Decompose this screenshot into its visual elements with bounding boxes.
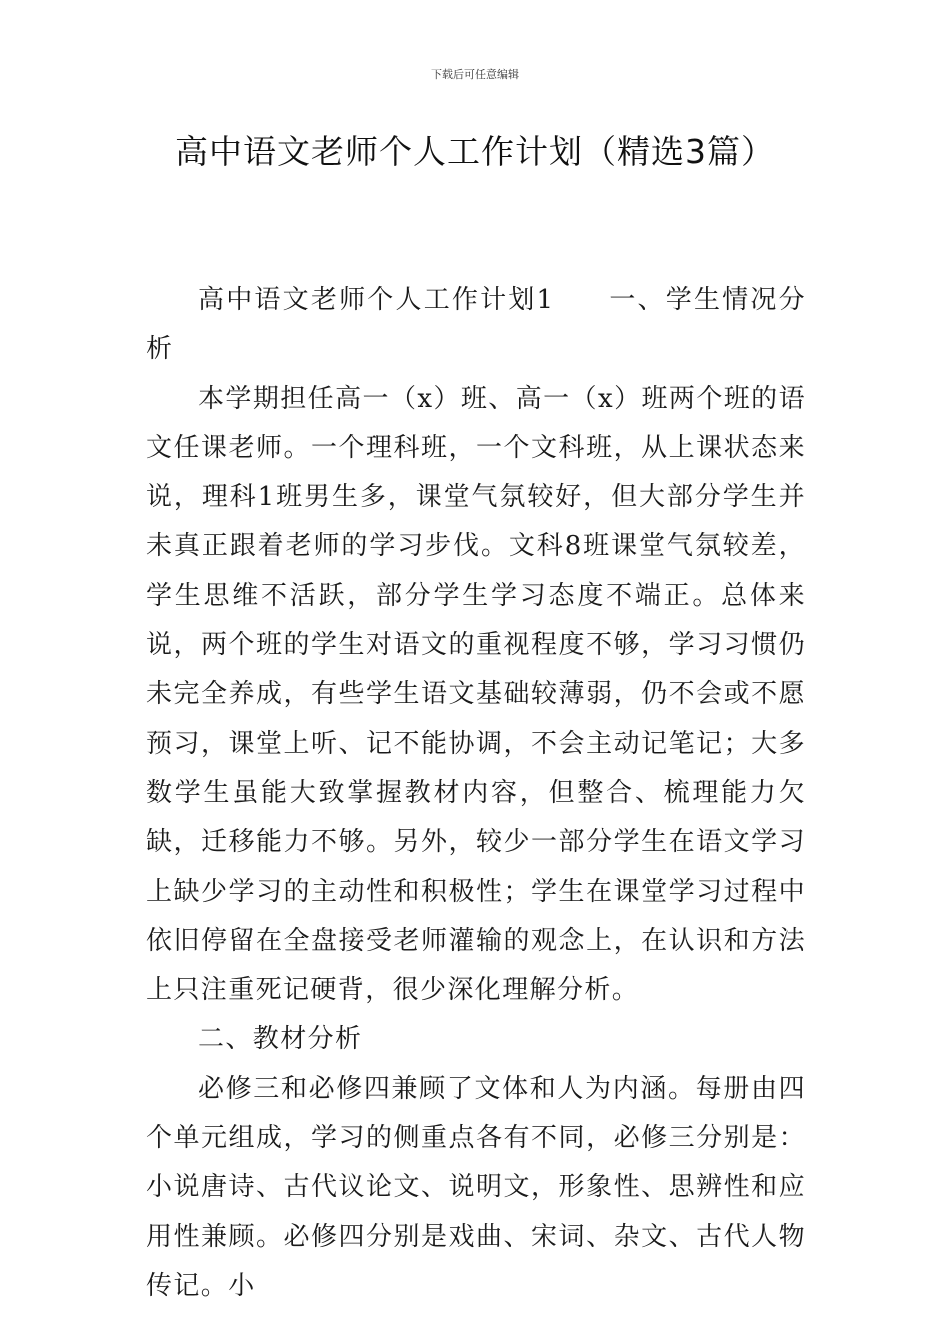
document-body	[146, 276, 806, 1311]
section-heading-textbook: 二、教材分析	[198, 1024, 363, 1055]
page-header-note: 下载后可任意编辑	[431, 68, 519, 81]
plan-subtitle: 高中语文老师个人工作计划1	[198, 285, 555, 315]
paragraph-textbook: 必修三和必修四兼顾了文体和人为内涵。每册由四个单元组成，学习的侧重点各有不同，必修三分别是：小说唐诗、古代议论文、说明文，形象性、思辨性和应用性兼顾。必修四分别是戏曲、宋词、杂文、古代人物传记。小	[146, 1073, 806, 1301]
subtitle-line	[146, 276, 806, 375]
paragraph-students: 本学期担任高一（x）班、高一（x）班两个班的语文任课老师。一个理科班，一个文科班，从上课状态来说，理科1班男生多，课堂气氛较好，但大部分学生并未真正跟着老师的学习步伐。文科8班课堂气氛较差，学生思维不活跃，部分学生学习态度不端正。总体来说，两个班的学生对语文的重视程度不够，学习习惯仍未完全养成，有些学生语文基础较薄弱，仍不会或不愿预习，课堂上听、记不能协调，不会主动记笔记；大多数学生虽能大致掌握教材内容，但整合、梳理能力欠缺，迁移能力不够。另外，较少一部分学生在语文学习上缺少学习的主动性和积极性；学生在课堂学习过程中依旧停留在全盘接受老师灌输的观念上，在认识和方法上只注重死记硬背，很少深化理解分析。	[146, 383, 806, 1006]
document-title: 高中语文老师个人工作计划（精选3篇）	[175, 132, 775, 171]
section-heading-students: 一、学生情况分析	[146, 285, 806, 365]
